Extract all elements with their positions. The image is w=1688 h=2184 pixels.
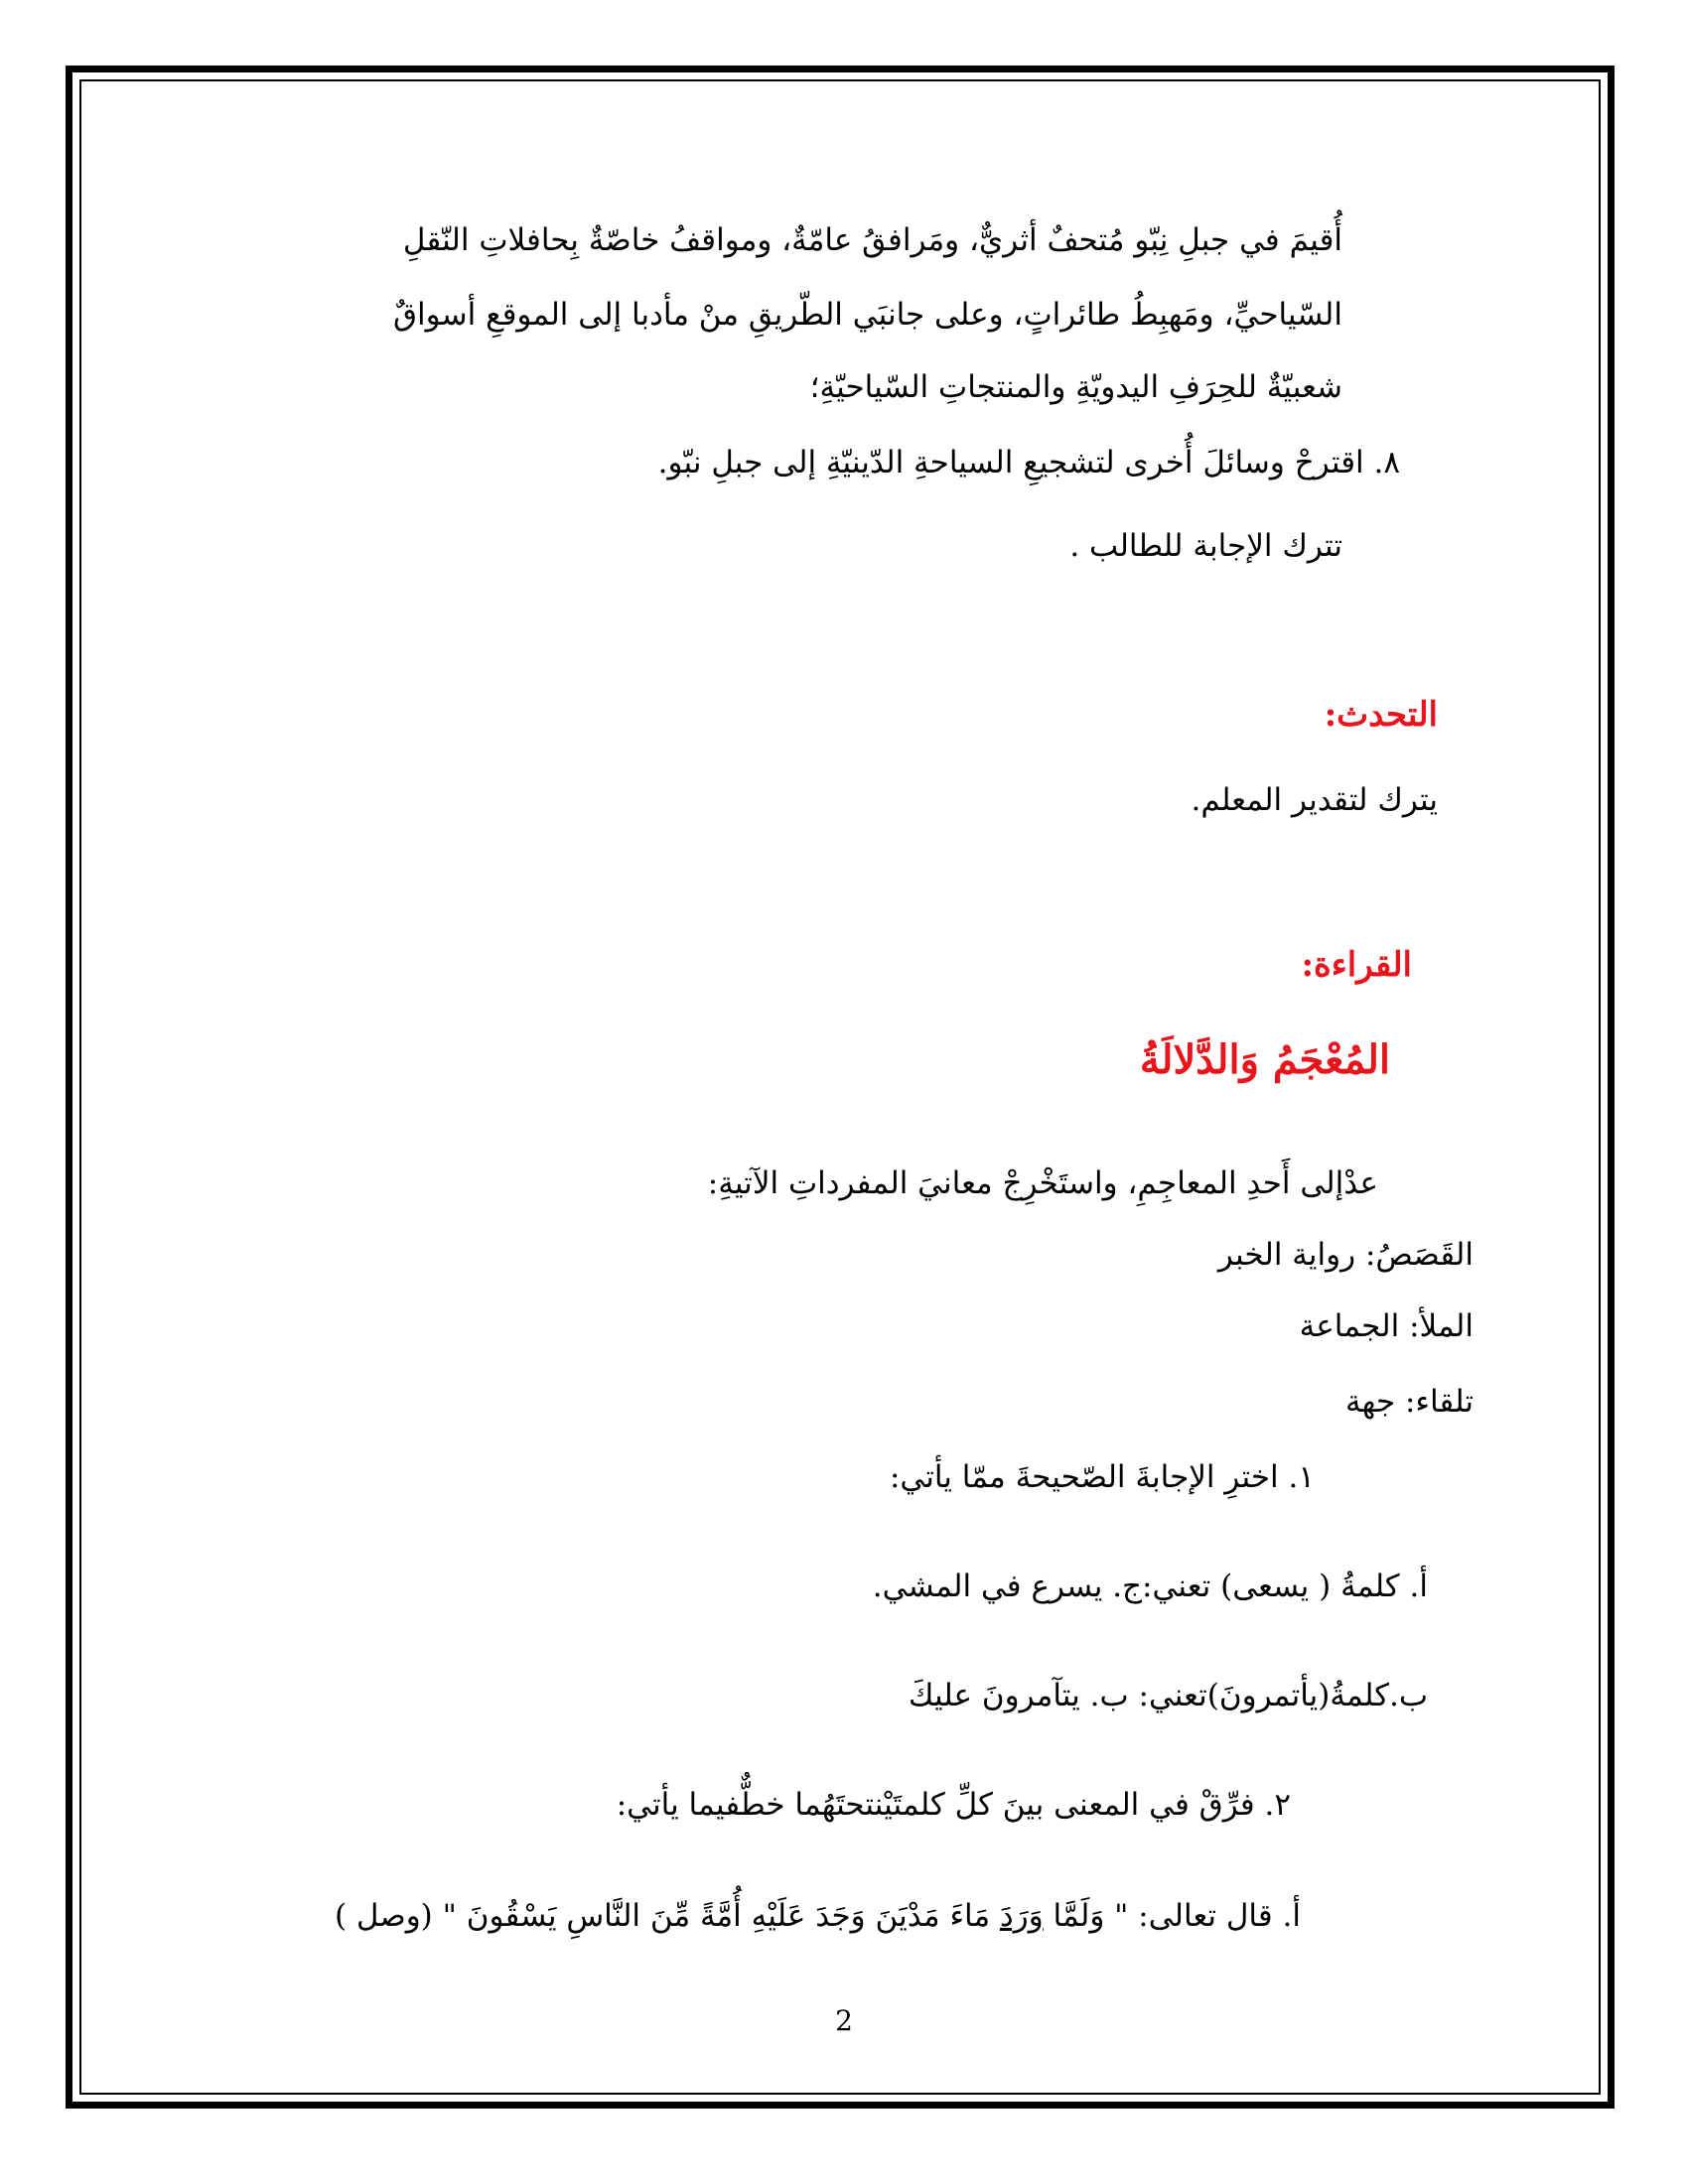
- vocab-item-3: تلقاء: جهة: [1345, 1384, 1474, 1420]
- intro-line-1: أُقيمَ في جبلِ نِبّو مُتحفٌ أثريٌّ، ومَرافقُ عامّةٌ، ومواقفُ خاصّةٌ بِحافلاتِ النّقلِ: [402, 222, 1342, 258]
- intro-line-2: السّياحيِّ، ومَهبِطُ طائراتٍ، وعلى جانبَي الطّريقِ منْ مأدبا إلى الموقعِ أسواقٌ: [392, 297, 1342, 333]
- reading-heading: القراءة:: [1301, 945, 1412, 985]
- verse-text-end: مَاءَ مَدْيَنَ وَجَدَ عَلَيْهِ أُمَّةً مِّنَ النَّاسِ يَسْقُونَ " (وصل ): [334, 1898, 1000, 1934]
- speaking-heading: التحدث:: [1324, 695, 1438, 735]
- question-1-a: أ. كلمةُ ( يسعى) تعني:ج. يسرع في المشي.: [872, 1569, 1428, 1604]
- question-8-answer: تترك الإجابة للطالب .: [1069, 528, 1342, 564]
- speaking-text: يترك لتقدير المعلم.: [1191, 782, 1438, 818]
- page-number: 2: [835, 2004, 853, 2037]
- vocab-item-1: القَصَصُ: رواية الخبر: [1217, 1237, 1474, 1273]
- question-2-a: [335, 1896, 1301, 1936]
- question-1-b: ب.كلمةُ(يأتمرونَ)تعني: ب. يتآمرونَ عليكَ: [908, 1678, 1428, 1713]
- verse-text-start: أ. قال تعالى: " وَلَمَّا: [1043, 1898, 1301, 1934]
- vocab-item-2: الملأ: الجماعة: [1299, 1308, 1474, 1344]
- lexicon-subheading: المُعْجَمُ وَالدَّلالَةُ: [1139, 1036, 1390, 1083]
- underlined-word: وَرَدَ: [999, 1898, 1044, 1934]
- question-8: ٨. اقترحْ وسائلَ أُخرى لتشجيعِ السياحةِ الدّينيّةِ إلى جبلِ نبّو.: [657, 445, 1400, 480]
- lexicon-instruction: عدْإلى أَحدِ المعاجِمِ، واستَخْرِجْ معانيَ المفرداتِ الآتيةِ:: [707, 1165, 1378, 1201]
- intro-line-3: شعبيّةٌ للحِرَفِ اليدويّةِ والمنتجاتِ السّياحيّةِ؛: [809, 369, 1342, 405]
- question-2: ٢. فرِّقْ في المعنى بينَ كلِّ كلمتَيْنتحتَهُما خطٌّفيما يأتي:: [616, 1787, 1291, 1823]
- question-1: ١. اخترِ الإجابةَ الصّحيحةَ ممّا يأتي:: [889, 1459, 1315, 1495]
